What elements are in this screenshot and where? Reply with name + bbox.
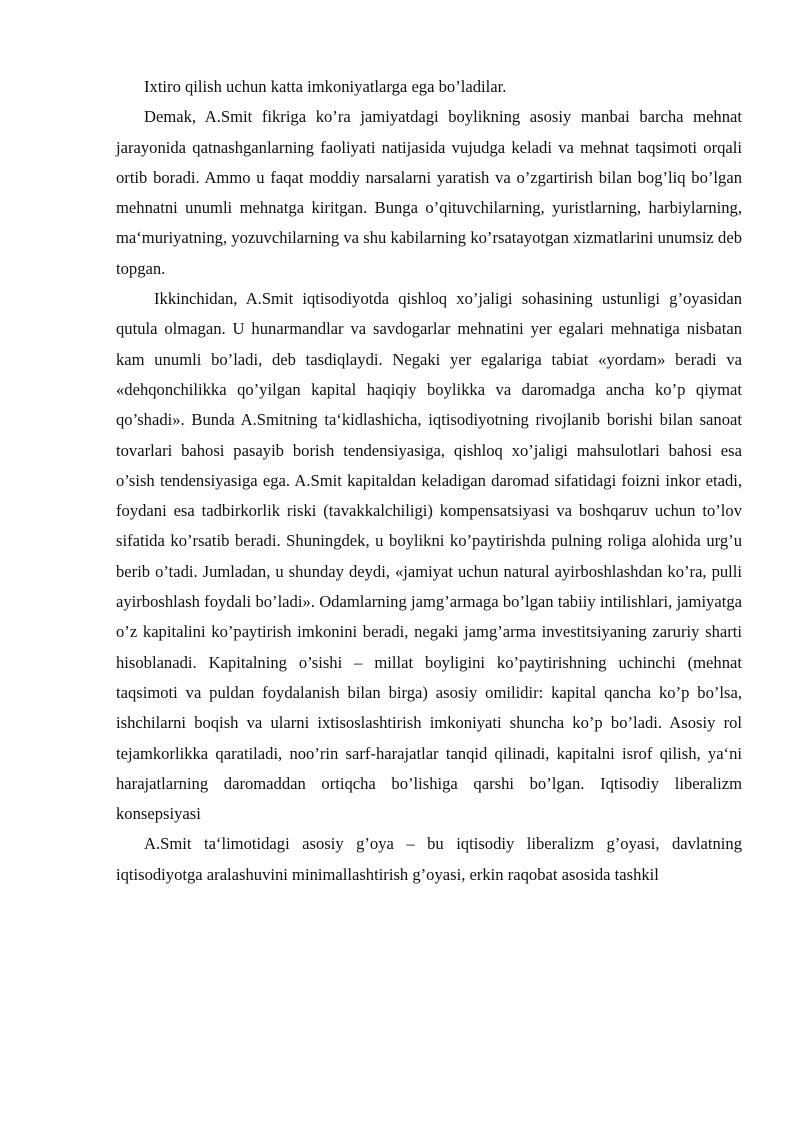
paragraph: Ikkinchidan, A.Smit iqtisodiyotda qishloq xo’jaligi sohasining ustunligi g’oyasidan qutula olmagan. U hunarmandlar va savdogarlar mehnatini yer egalari mehnatiga nisbatan kam unumli bo’ladi, deb tasdiqlaydi. Negaki yer egalariga tabiat «yordam» beradi va «dehqonchilikka qo’yilgan kapital haqiqiy boylikka va daromadga ancha ko’p qiymat qo’shadi». Bunda A.Smitning ta‘kidlashicha, iqtisodiyotning rivojlanib borishi bilan sanoat tovarlari bahosi pasayib borish tendensiyasiga, qishloq xo’jaligi mahsulotlari bahosi esa o’sish tendensiyasiga ega. A.Smit kapitaldan keladigan daromad sifatidagi foizni inkor etadi, foydani esa tadbirkorlik riski (tavakkalchiligi) kompensatsiyasi va boshqaruv uchun to’lov sifatida ko’rsatib beradi. Shuningdek, u boylikni ko’paytirishda pulning roliga alohida urg’u berib o’tadi. Jumladan, u shunday deydi, «jamiyat uchun natural ayirboshlashdan ko’ra, pulli ayirboshlash foydali bo’ladi». Odamlarning jamg’armaga bo’lgan tabiiy intilishlari, jamiyatga o’z kapitalini ko’paytirish imkonini beradi, negaki jamg’arma investitsiyaning zaruriy sharti hisoblanadi. Kapitalning o’sishi – millat boyligini ko’paytirishning uchinchi (mehnat taqsimoti va puldan foydalanish bilan birga) asosiy omilidir: kapital qancha ko’p bo’lsa, ishchilarni boqish va ularni ixtisoslashtirish imkoniyati shuncha ko’p bo’ladi. Asosiy rol tejamkorlikka qaratiladi, noo’rin sarf-harajatlar tanqid qilinadi, kapitalni isrof qilish, ya‘ni harajatlarning daromaddan ortiqcha bo’lishiga qarshi bo’lgan. Iqtisodiy liberalizm konsepsiyasi	[116, 289, 742, 824]
paragraph: Ixtiro qilish uchun katta imkoniyatlarga ega bo’ladilar.	[144, 77, 507, 96]
paragraph: A.Smit ta‘limotidagi asosiy g’oya – bu iqtisodiy liberalizm g’oyasi, davlatning iqtisodiyotga aralashuvini minimallashtirish g’oyasi, erkin raqobat asosida tashkil	[116, 834, 742, 884]
document-page	[116, 72, 742, 890]
paragraph: Demak, A.Smit fikriga ko’ra jamiyatdagi boylikning asosiy manbai barcha mehnat jarayonida qatnashganlarning faoliyati natijasida vujudga keladi va mehnat taqsimoti orqali ortib boradi. Ammo u faqat moddiy narsalarni yaratish va o’zgartirish bilan bog’liq bo’lgan mehnatni unumli mehnatga kiritgan. Bunga o’qituvchilarning, yuristlarning, harbiylarning, ma‘muriyatning, yozuvchilarning va shu kabilarning ko’rsatayotgan xizmatlarini unumsiz deb topgan.	[116, 107, 742, 278]
